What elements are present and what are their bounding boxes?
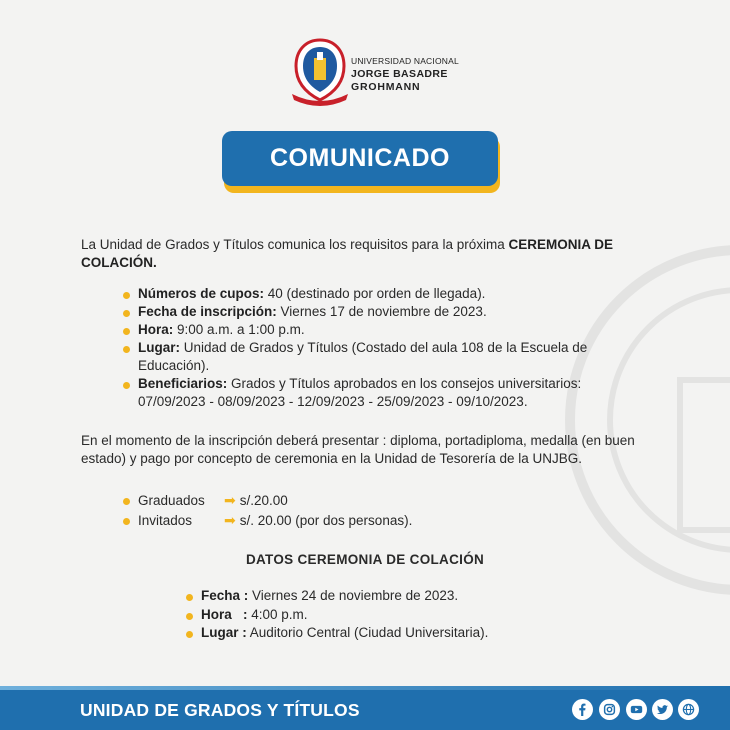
event-value: Auditorio Central (Ciudad Universitaria). [246, 625, 489, 640]
arrow-right-icon: ➡ [224, 511, 236, 528]
datos-title: DATOS CEREMONIA DE COLACIÓN [245, 552, 485, 567]
fee-value: s/. 20.00 (por dos personas). [239, 512, 413, 528]
event-list [185, 587, 488, 643]
requirement-label: Lugar: [138, 340, 180, 355]
footer-title: UNIDAD DE GRADOS Y TÍTULOS [80, 700, 360, 720]
university-name-line3: GROHMANN [351, 81, 421, 93]
intro-paragraph [81, 236, 661, 272]
university-name-line2: JORGE BASADRE [351, 68, 448, 80]
intro-bold: CEREMONIA DE COLACIÓN. [81, 237, 613, 270]
fees-list [122, 491, 412, 530]
requirement-value: Grados y Títulos aprobados en los consejos universitarios: 07/09/2023 - 08/09/2023 - 12/09/2023 - 25/09/2023 - 09/10/2023. [138, 376, 582, 409]
requirements-list [122, 285, 652, 411]
university-logo [290, 36, 350, 106]
list-item [185, 624, 488, 643]
event-label: Lugar : [201, 625, 247, 640]
presentar-paragraph: En el momento de la inscripción deberá presentar : diploma, portadiploma, medalla (en buen estado) y pago por concepto de ceremonia en la Unidad de Tesorería de la UNJBG. [81, 433, 635, 466]
university-name [351, 55, 459, 94]
list-item [185, 587, 488, 606]
requirement-label: Hora: [138, 322, 174, 337]
arrow-right-icon: ➡ [224, 492, 236, 508]
instagram-icon[interactable] [599, 699, 620, 720]
event-value: 4:00 p.m. [247, 606, 308, 622]
list-item [122, 491, 412, 511]
web-icon[interactable] [678, 699, 699, 720]
university-name-line1: UNIVERSIDAD NACIONAL [351, 56, 459, 66]
requirement-value: 40 (destinado por orden de llegada). [264, 286, 486, 301]
list-item [122, 339, 652, 375]
fee-value: s/.20.00 [239, 493, 288, 508]
twitter-icon[interactable] [652, 699, 673, 720]
comunicado-banner: COMUNICADO [222, 131, 498, 186]
fee-label: Invitados [138, 512, 193, 528]
list-item [122, 303, 652, 321]
requirement-value: Unidad de Grados y Títulos (Costado del aula 108 de la Escuela de Educación). [138, 340, 588, 373]
list-item [122, 285, 652, 303]
list-item [122, 375, 652, 411]
requirement-label: Beneficiarios: [138, 376, 228, 391]
list-item [122, 511, 412, 531]
requirement-label: Números de cupos: [138, 286, 265, 301]
event-label: Fecha : [201, 588, 249, 603]
list-item [122, 321, 652, 339]
event-label: Hora : [201, 606, 248, 622]
requirement-value: 9:00 a.m. a 1:00 p.m. [173, 322, 305, 337]
event-value: Viernes 24 de noviembre de 2023. [248, 588, 459, 603]
intro-text: La Unidad de Grados y Títulos comunica los requisitos para la próxima [81, 237, 509, 252]
requirement-label: Fecha de inscripción: [138, 304, 277, 319]
fee-label: Graduados [138, 493, 205, 508]
youtube-icon[interactable] [626, 699, 647, 720]
requirement-value: Viernes 17 de noviembre de 2023. [276, 304, 487, 319]
facebook-icon[interactable] [572, 699, 593, 720]
list-item [185, 606, 488, 625]
